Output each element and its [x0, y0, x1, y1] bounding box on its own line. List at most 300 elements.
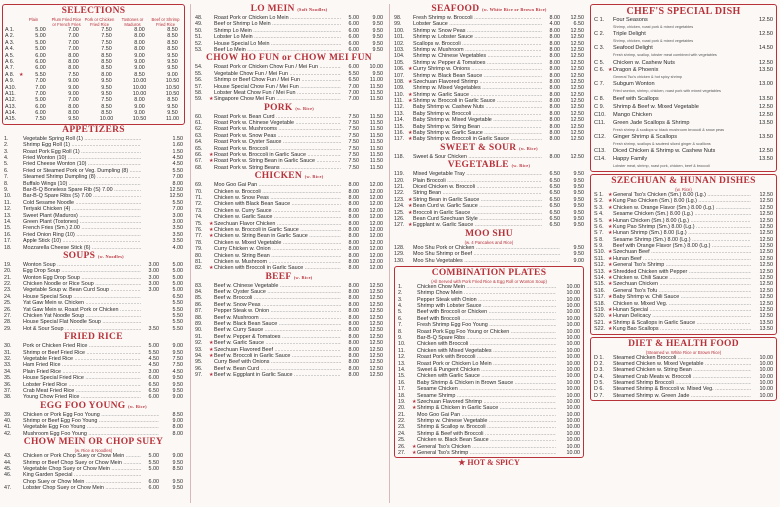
- spicy-icon: ★: [412, 443, 417, 450]
- item-number: 7.: [398, 322, 403, 329]
- item-price: 8.00: [68, 58, 79, 65]
- item-price: 9.50: [573, 196, 584, 203]
- item-price: 6.50: [148, 387, 159, 394]
- item-name: House Special Lo Mein .....: [214, 41, 341, 47]
- item-name: Shrimp & Chicken in Garlic Sauce .....: [417, 405, 556, 411]
- item-number: 77.: [195, 233, 203, 240]
- item-number: 7.: [4, 174, 9, 181]
- item-price: 6.00: [35, 58, 46, 65]
- item-description: Fresh shrimp & scallops w. black mushroom broccoli & snow peas: [613, 127, 724, 132]
- item-price: 3.00: [148, 287, 159, 294]
- pork-section: [195, 103, 383, 172]
- item-number: A 7.: [5, 65, 15, 72]
- sweet-sour-title: SWEET & SOUR: [440, 142, 517, 153]
- item-price: 9.50: [101, 90, 112, 97]
- item-price: 5.00: [348, 15, 359, 21]
- item-name: Curry Chicken w. Onion .....: [214, 246, 341, 252]
- item-price: 8.00: [101, 71, 112, 78]
- item-price: 8.00: [348, 265, 359, 272]
- section-title: [195, 171, 383, 182]
- soups-list: [4, 262, 183, 332]
- item-price: 12.50: [759, 313, 773, 320]
- item-price: 8.00: [549, 153, 560, 160]
- item-number: 107.: [394, 72, 405, 79]
- vegetable-list: [394, 171, 584, 229]
- item-price: 10.00: [566, 341, 580, 348]
- item-number: D 2.: [594, 360, 604, 367]
- chef-item: [594, 81, 773, 95]
- item-price: 6.00: [348, 34, 359, 41]
- item-price: 4.50: [172, 368, 183, 375]
- item-number: C13.: [594, 148, 606, 155]
- item-price: 12.00: [369, 246, 383, 253]
- item-number: S 7.: [594, 230, 604, 237]
- item-name: Beef w. Broccoli in Garlic Sauce .....: [214, 353, 341, 359]
- item-number: 118.: [394, 153, 405, 160]
- item-number: 110.: [394, 91, 405, 98]
- item-price: 12.50: [369, 359, 383, 366]
- spicy-icon: ★: [408, 209, 413, 216]
- item-price: 5.00: [172, 274, 183, 281]
- item-price: 8.50: [134, 71, 145, 78]
- item-price: 7.00: [68, 33, 79, 40]
- item-number: S12.: [594, 262, 606, 269]
- item-number: 68.: [195, 164, 203, 171]
- diet-list: [594, 355, 773, 400]
- item-name: Wonton Egg Drop Soup .....: [23, 275, 141, 281]
- item-number: 95.: [195, 359, 203, 366]
- menu-item: [4, 485, 183, 491]
- spicy-icon: ★: [408, 66, 413, 73]
- beef-title: BEEF: [265, 271, 292, 282]
- item-price: 13.00: [759, 81, 773, 88]
- item-price: 8.50: [167, 46, 178, 53]
- item-price: 6.00: [35, 52, 46, 59]
- item-name: Hunan Delicacy .....: [613, 313, 751, 319]
- item-number: 86.: [195, 301, 203, 308]
- item-name: Egg Drop Soup .....: [23, 268, 141, 274]
- item-name: Yat Gaw Mein w. Roast Pork or Chicken .....: [23, 307, 141, 313]
- item-price: 8.00: [348, 182, 359, 189]
- item-name: Shrimp Egg Roll (1) .....: [23, 142, 141, 148]
- chicken-title: CHICKEN: [254, 171, 303, 182]
- item-price: 9.50: [172, 349, 183, 356]
- chicken-note: (w. Rice): [304, 174, 324, 180]
- item-name: Roast Pork w. Broccoli .....: [214, 146, 341, 152]
- item-number: A 8.: [5, 71, 15, 78]
- item-name: Fried Cheese Wonton (10) .....: [23, 161, 141, 167]
- item-name: Shrimp Chow Mein .....: [417, 290, 556, 296]
- item-price: 5.50: [172, 313, 183, 320]
- item-number: S 8.: [594, 236, 604, 243]
- item-name: Chicken or Pork Egg Foo Young .....: [23, 412, 159, 418]
- item-number: 4.: [4, 155, 9, 162]
- item-number: 94.: [195, 352, 203, 359]
- item-price: 12.50: [570, 110, 584, 117]
- item-price: 8.00: [348, 359, 359, 366]
- item-number: C 6.: [594, 67, 605, 74]
- item-name: Roast Pork w. Bean Curd .....: [214, 114, 341, 120]
- item-name: Seafood Delight: [613, 45, 653, 51]
- item-number: 121.: [394, 183, 405, 190]
- item-price: 10.50: [165, 90, 180, 97]
- item-number: 20.: [398, 405, 406, 412]
- section-title: APPETIZERS: [62, 124, 125, 135]
- item-price: 6.00: [348, 64, 359, 71]
- item-price: 9.50: [573, 177, 584, 184]
- item-price: 6.00: [148, 478, 159, 485]
- item-price: 8.00: [348, 308, 359, 315]
- item-price: 12.00: [369, 220, 383, 227]
- item-price: 7.50: [101, 27, 112, 33]
- item-name: Chicken w. Garlic Sauce .....: [214, 214, 341, 220]
- item-name: Sweet & Sour Chicken .....: [413, 154, 542, 160]
- item-name: Subgum Wonton: [613, 81, 655, 88]
- item-price: 3.00: [148, 281, 159, 288]
- item-price: 8.50: [167, 39, 178, 46]
- fried-rice-section: [2, 332, 185, 401]
- item-price: 8.00: [348, 239, 359, 246]
- item-name: House Special Flat Noodle Soup .....: [23, 319, 141, 325]
- item-number: 124.: [394, 203, 405, 210]
- item-price: 10.50: [165, 84, 180, 91]
- item-name: Baby Shrimp & Chicken in Brown Sauce .....: [417, 380, 556, 386]
- item-name: Roast Pork Egg Foo Young or Chicken .....: [417, 329, 556, 335]
- item-price: 9.00: [172, 343, 183, 350]
- item-name: Chicken w. Snow Peas .....: [214, 195, 341, 201]
- item-number: 103.: [394, 46, 405, 53]
- item-number: 38.: [4, 394, 12, 401]
- item-description: Shrimp, chicken, roast pork & mixed vegetables: [613, 39, 694, 43]
- item-price: 12.50: [759, 268, 773, 275]
- soups-section: [2, 251, 185, 332]
- item-price: 10.00: [132, 90, 147, 97]
- item-number: 13.: [4, 212, 12, 219]
- item-price: 12.50: [759, 275, 773, 282]
- item-price: 12.50: [759, 287, 773, 294]
- spicy-icon: ★: [608, 191, 613, 198]
- item-number: C 9.: [594, 103, 605, 110]
- item-price: 4.50: [148, 362, 159, 369]
- item-number: 18.: [398, 392, 406, 399]
- chow-mein-list: [4, 453, 183, 491]
- spicy-icon: ★: [608, 268, 613, 275]
- item-price: 12.50: [570, 46, 584, 53]
- item-price: 8.00: [348, 321, 359, 328]
- item-price: 12.50: [759, 198, 773, 205]
- item-name: Apple Stick (10) .....: [23, 238, 141, 244]
- item-number: A10.: [5, 84, 17, 91]
- item-number: 31.: [4, 349, 12, 356]
- item-number: 81.: [195, 258, 203, 265]
- item-name: King Garden Special .....: [23, 472, 141, 478]
- item-price: 8.00: [348, 207, 359, 214]
- item-price: 7.00: [348, 96, 359, 103]
- item-price: 6.00: [348, 27, 359, 34]
- item-name: Moo Shu Shrimp or Beef .....: [413, 251, 560, 257]
- item-price: 12.50: [759, 59, 773, 66]
- item-name: Shrimp w. Mixed Vegetables .....: [413, 85, 542, 91]
- item-price: 8.50: [101, 110, 112, 117]
- item-number: 109.: [394, 85, 405, 92]
- item-number: 6.: [4, 167, 9, 174]
- item-name-block: [613, 60, 751, 67]
- item-price: 9.50: [172, 485, 183, 492]
- item-price: 4.50: [172, 155, 183, 162]
- item-price: 12.50: [369, 372, 383, 379]
- item-price: 8.00: [549, 123, 560, 130]
- item-price: 9.50: [372, 27, 383, 34]
- item-price: 6.50: [148, 381, 159, 388]
- beef-note: (w. Rice): [293, 274, 313, 280]
- item-price: 12.00: [369, 258, 383, 265]
- item-price: 9.50: [573, 183, 584, 190]
- item-price: 12.50: [570, 136, 584, 143]
- item-name: Beef or Shrimp Lo Mein .....: [214, 21, 341, 27]
- item-price: 12.00: [369, 265, 383, 272]
- item-name: Plain Broccoli .....: [413, 178, 542, 184]
- section-title: CHEF'S SPECIAL DISH: [626, 6, 741, 17]
- item-number: 36.: [4, 381, 12, 388]
- item-name: Shrimp w. Lobster Sauce .....: [413, 34, 542, 40]
- item-price: 12.50: [369, 289, 383, 296]
- item-price: 5.00: [148, 466, 159, 473]
- item-name: Wonton Soup .....: [23, 262, 141, 268]
- item-price: 7.00: [35, 78, 46, 85]
- sweet-sour-section: [394, 143, 584, 160]
- item-price: 12.50: [369, 327, 383, 334]
- item-price: 8.00: [549, 40, 560, 47]
- item-number: S14.: [594, 275, 606, 282]
- item-number: 34.: [4, 368, 12, 375]
- item-price: 13.50: [759, 155, 773, 162]
- item-number: 84.: [195, 289, 203, 296]
- item-name: Beef with Broccoli .....: [417, 316, 556, 322]
- item-price: 11.50: [369, 96, 383, 103]
- item-number: 22.: [4, 281, 12, 288]
- item-price: 8.00: [134, 46, 145, 53]
- item-name: Chicken with Garlic Sauce .....: [417, 373, 556, 379]
- spicy-icon: ★: [608, 204, 613, 211]
- item-price: 12.50: [169, 186, 183, 193]
- item-price: 8.00: [348, 188, 359, 195]
- item-price: 8.00: [348, 252, 359, 259]
- item-number: 24.: [4, 293, 12, 300]
- chicken-list: [195, 182, 383, 271]
- item-number: 128.: [394, 244, 405, 251]
- item-price: 8.50: [101, 58, 112, 65]
- spicy-icon: ★: [608, 275, 613, 282]
- section-title: CHOW HO FUN or CHOW MEI FUN: [206, 53, 372, 64]
- item-price: 9.00: [172, 394, 183, 401]
- item-price: 7.50: [348, 164, 359, 171]
- item-number: 75.: [195, 220, 203, 227]
- item-price: 10.00: [759, 354, 773, 361]
- item-number: 23.: [4, 287, 12, 294]
- item-price: 9.00: [372, 15, 383, 21]
- item-price: 13.50: [759, 133, 773, 140]
- item-number: 28.: [4, 319, 12, 326]
- item-number: 67.: [195, 158, 203, 165]
- item-number: 83.: [195, 282, 203, 289]
- spicy-icon: ★: [608, 67, 613, 74]
- item-name: Roast Pork or Chicken Lo Mein .....: [417, 361, 556, 367]
- item-number: S 4.: [594, 211, 604, 218]
- item-number: C 1.: [594, 17, 605, 23]
- item-name: Shrimp & Beef w. Mixed Vegetable: [613, 103, 699, 110]
- item-number: C 3.: [594, 45, 605, 51]
- item-number: 25.: [398, 437, 406, 444]
- item-price: 9.50: [573, 171, 584, 178]
- item-number: A15.: [5, 116, 17, 123]
- item-price: 8.00: [134, 33, 145, 40]
- item-name: Shrimp w. Black Bean Sauce .....: [413, 73, 542, 79]
- item-number: D 6.: [594, 386, 604, 393]
- item-price: 8.00: [348, 282, 359, 289]
- item-name: Mushroom Egg Foo Young .....: [23, 431, 159, 437]
- item-price: 11.50: [369, 113, 383, 120]
- section-title: [394, 160, 584, 171]
- item-name: Lobster Meat Chow Fun / Mei Fun .....: [214, 90, 341, 96]
- item-number: 54.: [195, 64, 203, 71]
- item-price: 6.00: [148, 394, 159, 401]
- item-name: Fresh Shrimp w. Broccoli .....: [413, 15, 542, 21]
- item-name: Mixed Vegetable Tray .....: [413, 171, 542, 177]
- pork-note: (w. Rice): [295, 105, 315, 111]
- item-price: 5.50: [172, 167, 183, 174]
- item-name: Roast Pork with Broccoli .....: [417, 354, 556, 360]
- item-price: 8.50: [101, 103, 112, 110]
- seafood-note: (w. White Rice or Brown Rice): [482, 7, 547, 12]
- item-number: 104.: [394, 53, 405, 60]
- item-name: Chicken w. Black Bean Sauce .....: [417, 437, 556, 443]
- chow-ho-fun-section: [195, 53, 383, 102]
- item-number: 117.: [394, 136, 405, 143]
- item-name: Roast Pork w. String Bean in Garlic Sauce .....: [214, 158, 341, 164]
- item-number: A 4.: [5, 46, 15, 53]
- item-price: 9.50: [172, 478, 183, 485]
- item-price: 10.00: [566, 296, 580, 303]
- item-price: 8.00: [348, 233, 359, 240]
- item-name: String Bean in Garlic Sauce .....: [413, 197, 542, 203]
- item-price: 8.00: [549, 53, 560, 60]
- spicy-icon: ★: [19, 71, 24, 78]
- item-name: Moo Shu Vegetables .....: [413, 258, 560, 264]
- item-price: 5.00: [172, 287, 183, 294]
- item-name: Scallops w. Broccoli .....: [413, 41, 542, 47]
- soups-title: SOUPS: [63, 250, 96, 261]
- item-name: Beef w. Chinese Vegetable .....: [214, 283, 341, 289]
- item-number: 127.: [394, 222, 405, 229]
- szechuan-list: [594, 192, 773, 333]
- item-price: 3.00: [148, 368, 159, 375]
- item-name: Baby Shrimp w. Cashew Nuts .....: [413, 104, 542, 110]
- item-name: Kung Pao Chicken (Sm.) 8.00 (Lg.) .....: [613, 198, 751, 204]
- item-price: 7.50: [348, 120, 359, 127]
- item-number: 17.: [4, 238, 12, 245]
- item-name: Beef with Scallops: [613, 95, 659, 102]
- item-price: 12.00: [369, 188, 383, 195]
- item-name: Chicken or Pork Chop Suey or Chow Mein .....: [23, 453, 141, 459]
- item-name: Vegetable Chop Suey or Chow Mein .....: [23, 466, 141, 472]
- item-name: Shrimp w. Mushroom .....: [413, 47, 542, 53]
- item-description: Shrimp, chicken, roast pork & mixed vegetables: [613, 25, 694, 29]
- menu-item: [394, 258, 584, 264]
- item-name: Szechuan Flavored Beef .....: [214, 347, 341, 353]
- item-number: 10.: [4, 193, 12, 200]
- item-number: 78.: [195, 239, 203, 246]
- item-price: 12.50: [759, 112, 773, 119]
- item-price: 11.00: [165, 116, 180, 123]
- lo-mein-list: [195, 15, 383, 53]
- item-name: Baby Shrimp w. Broccoli in Garlic Sauce .....: [413, 136, 542, 142]
- item-number: 2.: [398, 290, 403, 297]
- item-number: 59.: [195, 96, 203, 103]
- item-name: Shrimp w. Snow Peas .....: [413, 28, 542, 34]
- item-price: 8.50: [172, 411, 183, 418]
- item-price: 5.50: [348, 70, 359, 77]
- item-price: 10.00: [759, 380, 773, 387]
- item-price: 8.00: [172, 424, 183, 431]
- item-price: 10.00: [566, 322, 580, 329]
- item-name: Shrimp or Beef Fried Rice .....: [23, 350, 141, 356]
- item-price: 10.00: [566, 418, 580, 425]
- spicy-icon: ★: [209, 372, 214, 379]
- item-name: Steamed Chicken w. Mixed Vegetable .....: [613, 361, 751, 367]
- item-price: 7.00: [68, 97, 79, 104]
- spicy-icon: ★: [608, 262, 613, 269]
- item-price: 6.50: [172, 293, 183, 300]
- item-name: Bean Curd Szechuan Style .....: [413, 216, 542, 222]
- section-title: FRIED RICE: [64, 332, 123, 343]
- item-name: Vegetable Fried Rice .....: [23, 356, 141, 362]
- item-price: 12.50: [759, 281, 773, 288]
- item-price: 8.50: [101, 65, 112, 72]
- item-price: 8.00: [348, 226, 359, 233]
- item-price: 10.00: [566, 398, 580, 405]
- chef-item: [594, 156, 773, 170]
- item-number: 91.: [195, 333, 203, 340]
- item-number: 50.: [195, 27, 203, 34]
- item-number: 100.: [394, 27, 405, 34]
- item-price: 12.50: [570, 78, 584, 85]
- section-title: SZECHUAN & HUNAN DISHES: [611, 175, 756, 186]
- item-name: Shrimp or Beef Chow Fun / Mei Fun .....: [214, 77, 341, 83]
- spicy-icon: ★: [209, 158, 214, 165]
- item-price: 12.00: [369, 214, 383, 221]
- egg-foo-young-title: EGG FOO YOUNG: [40, 400, 126, 411]
- item-price: 8.00: [348, 372, 359, 379]
- item-name: Baby Shrimp w. String Bean .....: [413, 124, 542, 130]
- spicy-icon: ★: [408, 78, 413, 85]
- item-name: Szechuan Flavored Shrimp .....: [413, 79, 542, 85]
- item-name: General Tso's Shrimp .....: [613, 262, 751, 268]
- item-name: Chicken with Black Bean Sauce .....: [214, 201, 341, 207]
- vegetable-title: VEGETABLE: [447, 160, 509, 171]
- item-number: 53.: [195, 46, 203, 53]
- item-price: 9.50: [172, 459, 183, 466]
- column-header: Tostones or Maduros: [121, 17, 144, 27]
- item-name: Lobster Fried Rice .....: [23, 382, 141, 388]
- item-price: 9.50: [573, 190, 584, 197]
- spicy-icon: ★: [209, 226, 214, 233]
- section-title: CHOW MEIN OR CHOP SUEY: [23, 437, 164, 448]
- item-number: D 7.: [594, 392, 604, 399]
- item-price: 5.50: [172, 319, 183, 326]
- beef-list: [195, 283, 383, 379]
- item-number: 80.: [195, 252, 203, 259]
- item-price: 8.00: [348, 258, 359, 265]
